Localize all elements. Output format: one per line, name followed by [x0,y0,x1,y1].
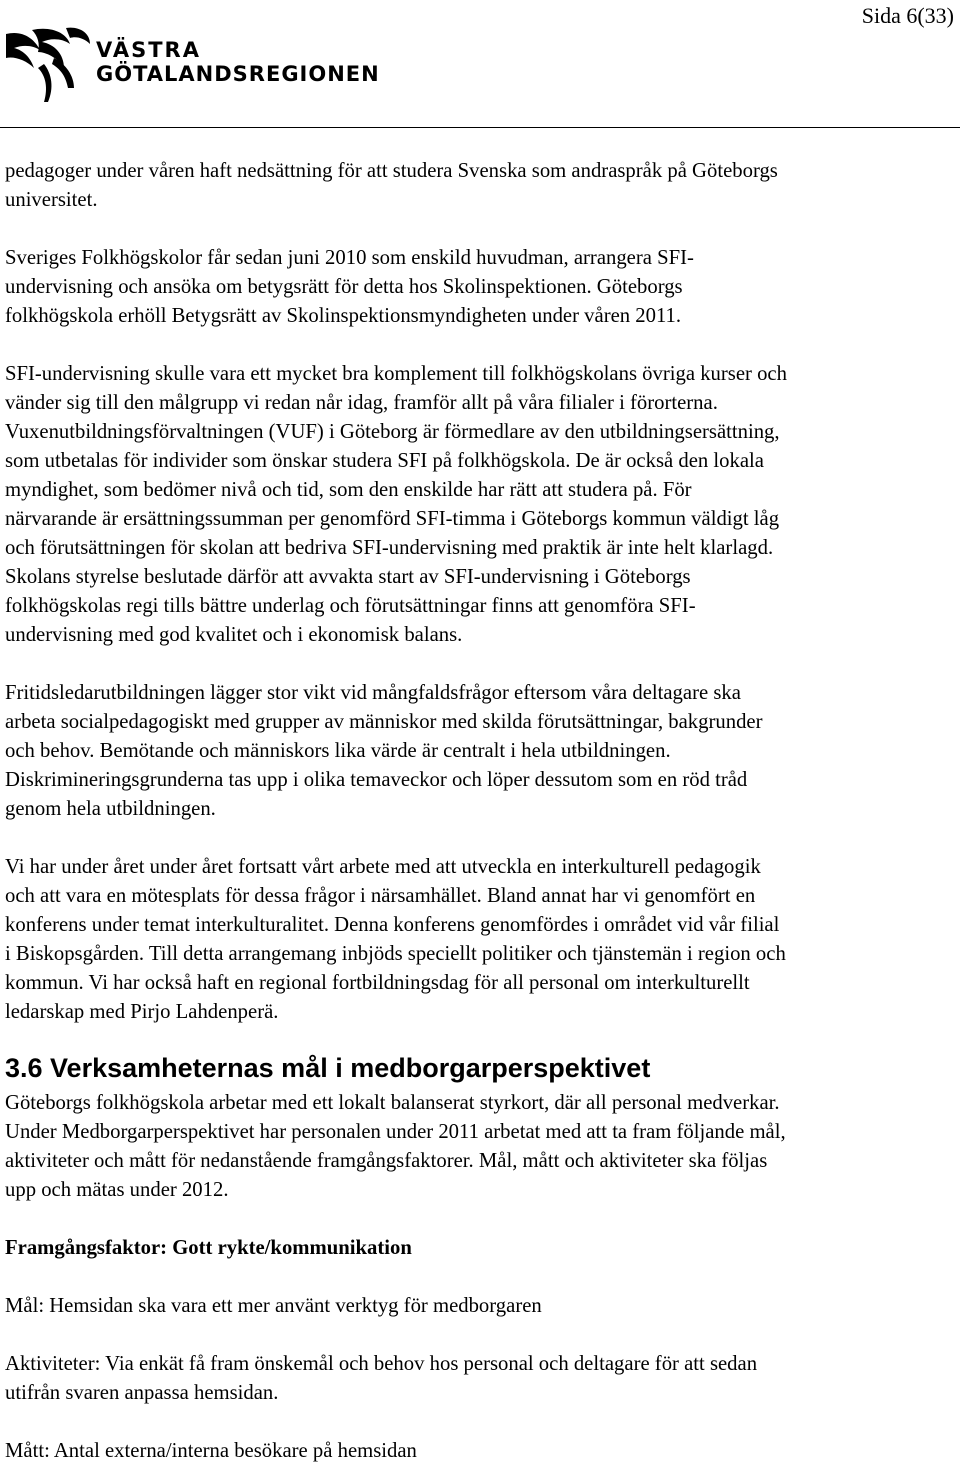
text-line: Skolans styrelse beslutade därför att avvakta start av SFI-undervisning i Göteborgs [5,566,691,588]
text-line: Sveriges Folkhögskolor får sedan juni 2010 som enskild huvudman, arrangera SFI- [5,247,694,269]
text-line: Vuxenutbildningsförvaltningen (VUF) i Göteborg är förmedlare av den utbildningsersättning, [5,421,780,443]
text-line: genom hela utbildningen. [5,798,216,820]
text-line: upp och mätas under 2012. [5,1179,229,1201]
text-line: folkhögskolas regi tills bättre underlag och förutsättningar finns att genomföra SFI- [5,595,696,617]
text-line: ledarskap med Pirjo Lahdenperä. [5,1001,279,1023]
text-line: och att vara en mötesplats för dessa frågor i närsamhället. Bland annat har vi genomfört en [5,885,756,907]
text-line: myndighet, som bedömer nivå och tid, som den enskilde har rätt att studera på. För [5,479,692,501]
text-line: SFI-undervisning skulle vara ett mycket bra komplement till folkhögskolans övriga kurser och [5,363,787,385]
text-line: i Biskopsgården. Till detta arrangemang inbjöds speciellt politiker och tjänstemän i region och [5,943,786,965]
paragraph-6 [5,1089,958,1205]
text-line: aktiviteter och mått för nedanstående framgångsfaktorer. Mål, mått och aktiviteter ska följas [5,1150,768,1172]
organization-logo [4,24,394,106]
text-line: arbeta socialpedagogiskt med grupper av människor med skilda förutsättningar, bakgrunder [5,711,763,733]
text-line: Aktiviteter: Via enkät få fram önskemål och behov hos personal och deltagare för att sedan [5,1353,758,1375]
paragraph-2 [5,244,958,331]
text-line: vänder sig till den målgrupp vi redan når idag, framför allt på våra filialer i förorterna. [5,392,718,414]
page-number: Sida 6(33) [861,3,954,28]
text-line: utifrån svaren anpassa hemsidan. [5,1382,279,1404]
text-line: undervisning och ansöka om betygsrätt för detta hos Skolinspektionen. Göteborgs [5,276,683,298]
text-line: och behov. Bemötande och människors lika värde är centralt i hela utbildningen. [5,740,671,762]
text-line: folkhögskola erhöll Betygsrätt av Skolinspektionsmyndigheten under våren 2011. [5,305,682,327]
text-line: och förutsättningen för skolan att bedriva SFI-undervisning med praktik är inte helt klarlagd. [5,537,774,559]
document-body [5,157,958,1466]
text-line: universitet. [5,189,98,211]
goal: Mål: Hemsidan ska vara ett mer använt verktyg för medborgaren [5,1295,542,1317]
paragraph-1 [5,157,958,215]
paragraph-4 [5,679,958,824]
logo-text-line1: VÄSTRA [96,38,201,62]
text-line: närvarande är ersättningssumman per genomförd SFI-timma i Göteborgs kommun väldigt låg [5,508,780,530]
text-line: Under Medborgarperspektivet har personalen under 2011 arbetat med att ta fram följande mål, [5,1121,786,1143]
paragraph-3 [5,360,958,650]
header-divider [0,127,960,128]
text-line: Diskrimineringsgrunderna tas upp i olika temaveckor och löper dessutom som en röd tråd [5,769,748,791]
paragraph-5 [5,853,958,1027]
text-line: pedagoger under våren haft nedsättning för att studera Svenska som andraspråk på Göteborgs [5,160,778,182]
section-heading: 3.6 Verksamheternas mål i medborgarperspektivet [5,1053,651,1083]
text-line: Göteborgs folkhögskola arbetar med ett lokalt balanserat styrkort, där all personal medverkar. [5,1092,780,1114]
text-line: som utbetalas för individer som önskar studera SFI på folkhögskola. De är också den lokala [5,450,764,472]
text-line: kommun. Vi har också haft en regional fortbildningsdag för all personal om interkulturellt [5,972,750,994]
logo-text-line2: GÖTALANDSREGIONEN [96,62,380,86]
text-line: Vi har under året under året fortsatt vårt arbete med att utveckla en interkulturell pedagogik [5,856,761,878]
activities [5,1350,958,1408]
vastra-gotalandsregionen-logo-icon [4,24,92,106]
success-factor: Framgångsfaktor: Gott rykte/kommunikation [5,1237,412,1259]
text-line: Fritidsledarutbildningen lägger stor vikt vid mångfaldsfrågor eftersom våra deltagare ska [5,682,741,704]
measure: Mått: Antal externa/interna besökare på hemsidan [5,1440,417,1462]
text-line: konferens under temat interkulturalitet. Denna konferens genomfördes i området vid vår filial [5,914,780,936]
text-line: undervisning med god kvalitet och i ekonomisk balans. [5,624,463,646]
